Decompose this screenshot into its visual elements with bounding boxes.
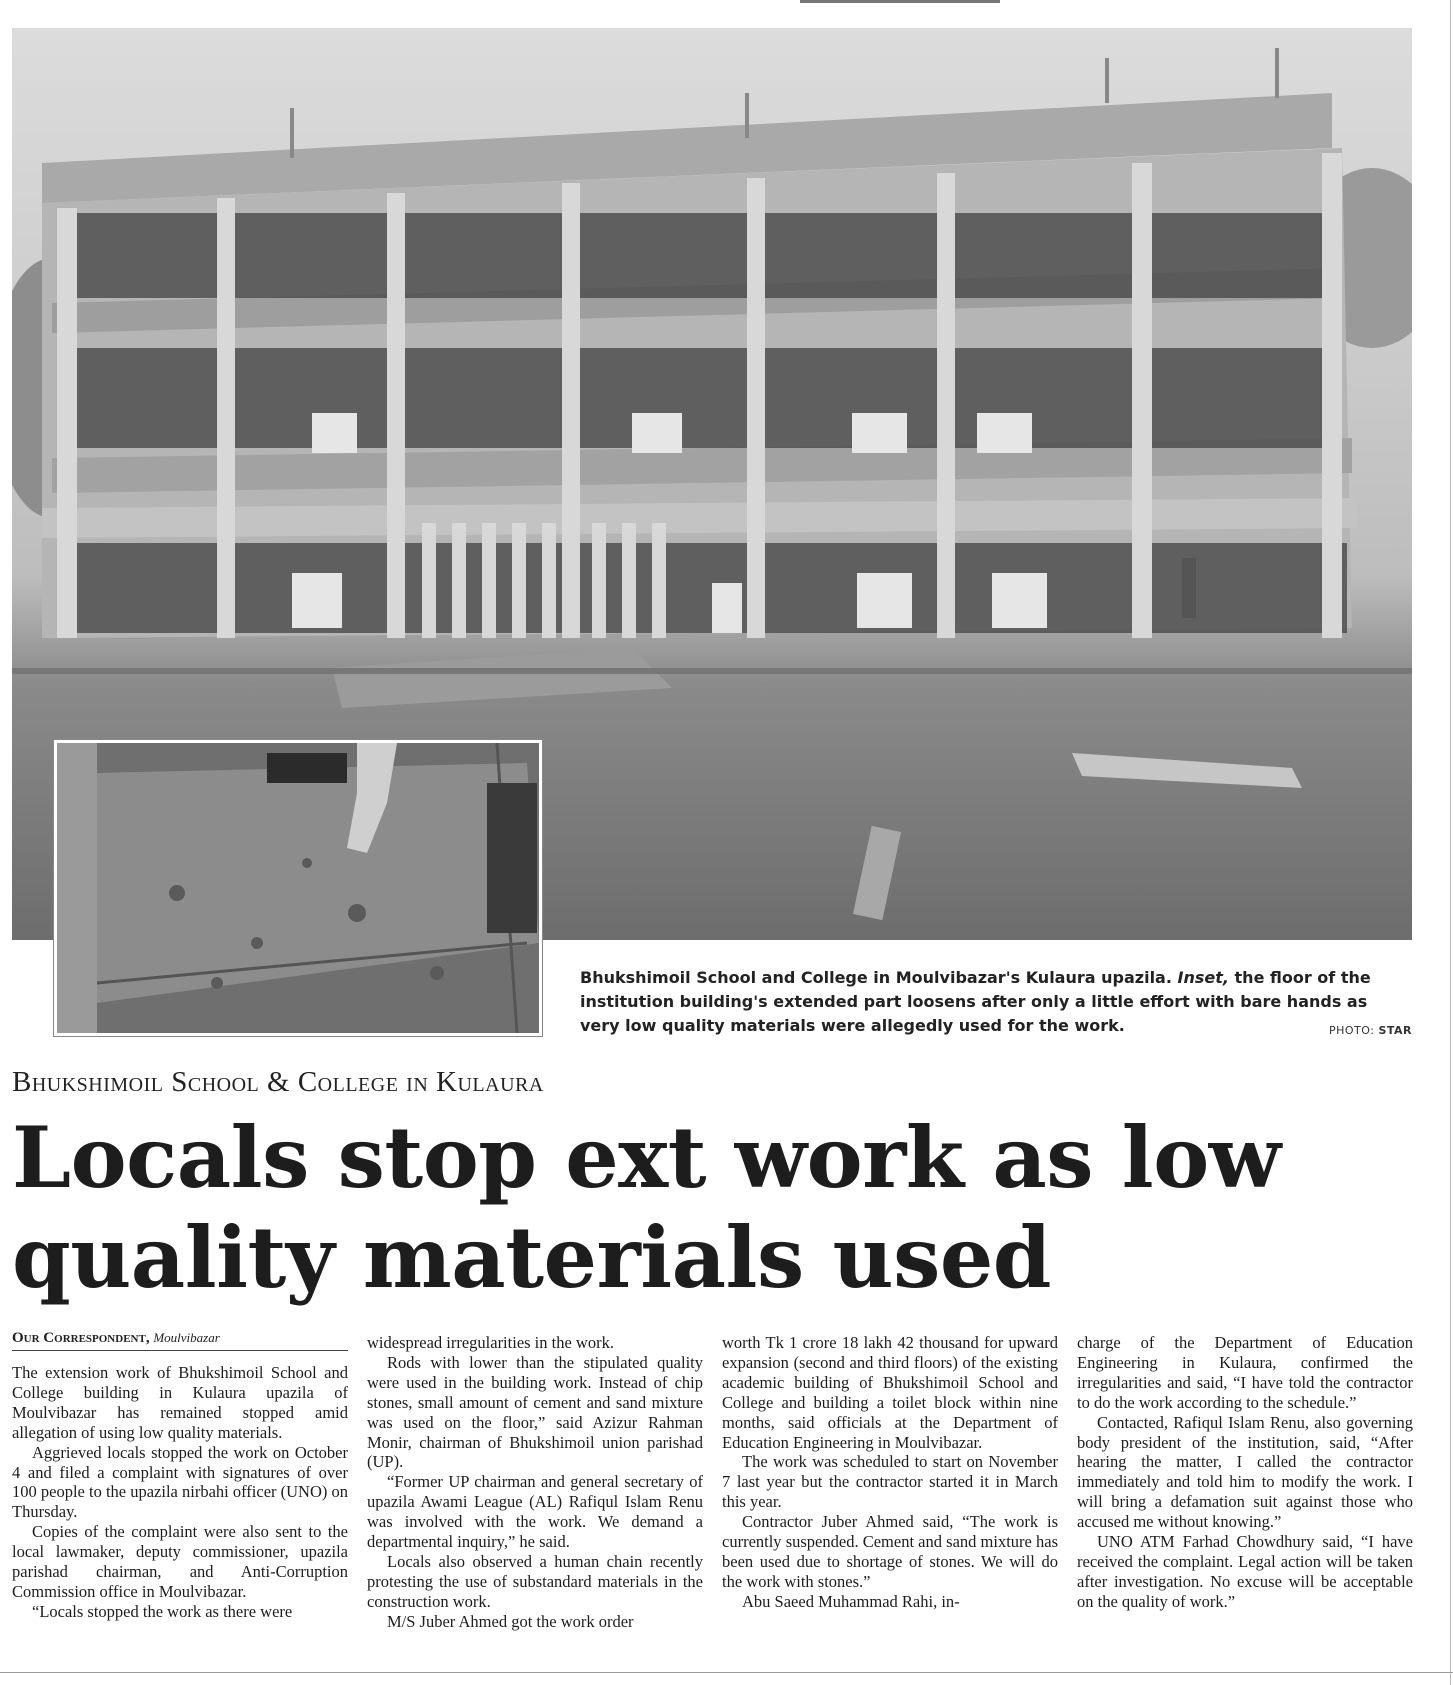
byline-location: Moulvibazar <box>153 1330 220 1345</box>
article-column-4 <box>1077 1333 1413 1612</box>
article-headline: Locals stop ext work as low quality materials used <box>12 1108 1281 1307</box>
paragraph: widespread irregularities in the work. <box>367 1333 614 1352</box>
paragraph: Contacted, Rafiqul Islam Renu, also governing body president of the institution, said, “After hearing the matter, I called the contractor immediately and told him to modify the work. I will bring a defamation suit against those who accused me without knowing.” <box>1077 1412 1413 1532</box>
inset-photo <box>54 740 542 1036</box>
credit-source: STAR <box>1378 1024 1412 1037</box>
top-rule <box>800 0 1000 3</box>
paragraph: “Locals stopped the work as there were <box>32 1601 293 1621</box>
paragraph: Locals also observed a human chain recently protesting the use of substandard materials in the construction work. <box>367 1551 703 1611</box>
paragraph: The extension work of Bhukshimoil School and College building in Kulaura upazila of Moulvibazar has remained stopped amid allegation of using low quality materials. <box>12 1363 348 1442</box>
paragraph: Rods with lower than the stipulated quality were used in the building work. Instead of chip stones, small amount of cement and sand mixture was used on the floor,” said Azizur Rahman Monir, chairman of Bhukshimoil union parishad (UP). <box>367 1352 703 1472</box>
paragraph: The work was scheduled to start on November 7 last year but the contractor started it in March this year. <box>722 1452 1058 1512</box>
byline-rule <box>12 1350 348 1351</box>
photo-caption <box>580 966 1412 1038</box>
bottom-rule <box>0 1672 1453 1673</box>
paragraph: Abu Saeed Muhammad Rahi, in- <box>742 1591 960 1611</box>
byline <box>12 1330 220 1347</box>
paragraph: charge of the Department of Education Engineering in Kulaura, confirmed the irregularities and said, “I have told the contractor to do the work according to the schedule.” <box>1077 1333 1413 1412</box>
article-kicker: Bhukshimoil School & College in Kulaura <box>12 1066 544 1098</box>
credit-label: PHOTO: <box>1328 1024 1375 1037</box>
caption-lead: Bhukshimoil School and College in Moulvibazar's Kulaura upazila. <box>580 968 1172 987</box>
paragraph: “Former UP chairman and general secretary of upazila Awami League (AL) Rafiqul Islam Renu was involved with the work. We demand a departmental inquiry,” he said. <box>367 1472 703 1552</box>
paragraph: Copies of the complaint were also sent to the local lawmaker, deputy commissioner, upazila parishad chairman, and Anti-Corruption Commission office in Moulvibazar. <box>12 1522 348 1601</box>
caption-inset-word: Inset, <box>1177 968 1229 987</box>
article-column-3 <box>722 1333 1058 1612</box>
floor-illustration <box>57 743 539 1033</box>
article-column-2 <box>367 1333 703 1632</box>
paragraph: UNO ATM Farhad Chowdhury said, “I have received the complaint. Legal action will be taken after investigation. No excuse will be acceptable on the quality of work.” <box>1077 1532 1413 1611</box>
article-column-1 <box>12 1363 348 1622</box>
paragraph: worth Tk 1 crore 18 lakh 42 thousand for upward expansion (second and third floors) of the existing academic building of Bhukshimoil School and College and building a toilet block within nine months, said officials at the Department of Education Engineering in Moulvibazar. <box>722 1333 1058 1452</box>
paragraph: Aggrieved locals stopped the work on October 4 and filed a complaint with signatures of over 100 people to the upazila nirbahi officer (UNO) on Thursday. <box>12 1442 349 1522</box>
column-rule <box>1450 0 1451 1685</box>
byline-author: Our Correspondent, <box>12 1330 150 1346</box>
paragraph: M/S Juber Ahmed got the work order <box>387 1611 634 1631</box>
photo-credit <box>1329 1024 1412 1037</box>
caption-rest: the floor of the institution building's extended part loosens after only a little effort with bare hands as very low quality materials were allegedly used for the work. <box>580 968 1371 1035</box>
paragraph: Contractor Juber Ahmed said, “The work is currently suspended. Cement and sand mixture has been used due to shortage of stones. We will do the work with stones.” <box>722 1512 1058 1591</box>
